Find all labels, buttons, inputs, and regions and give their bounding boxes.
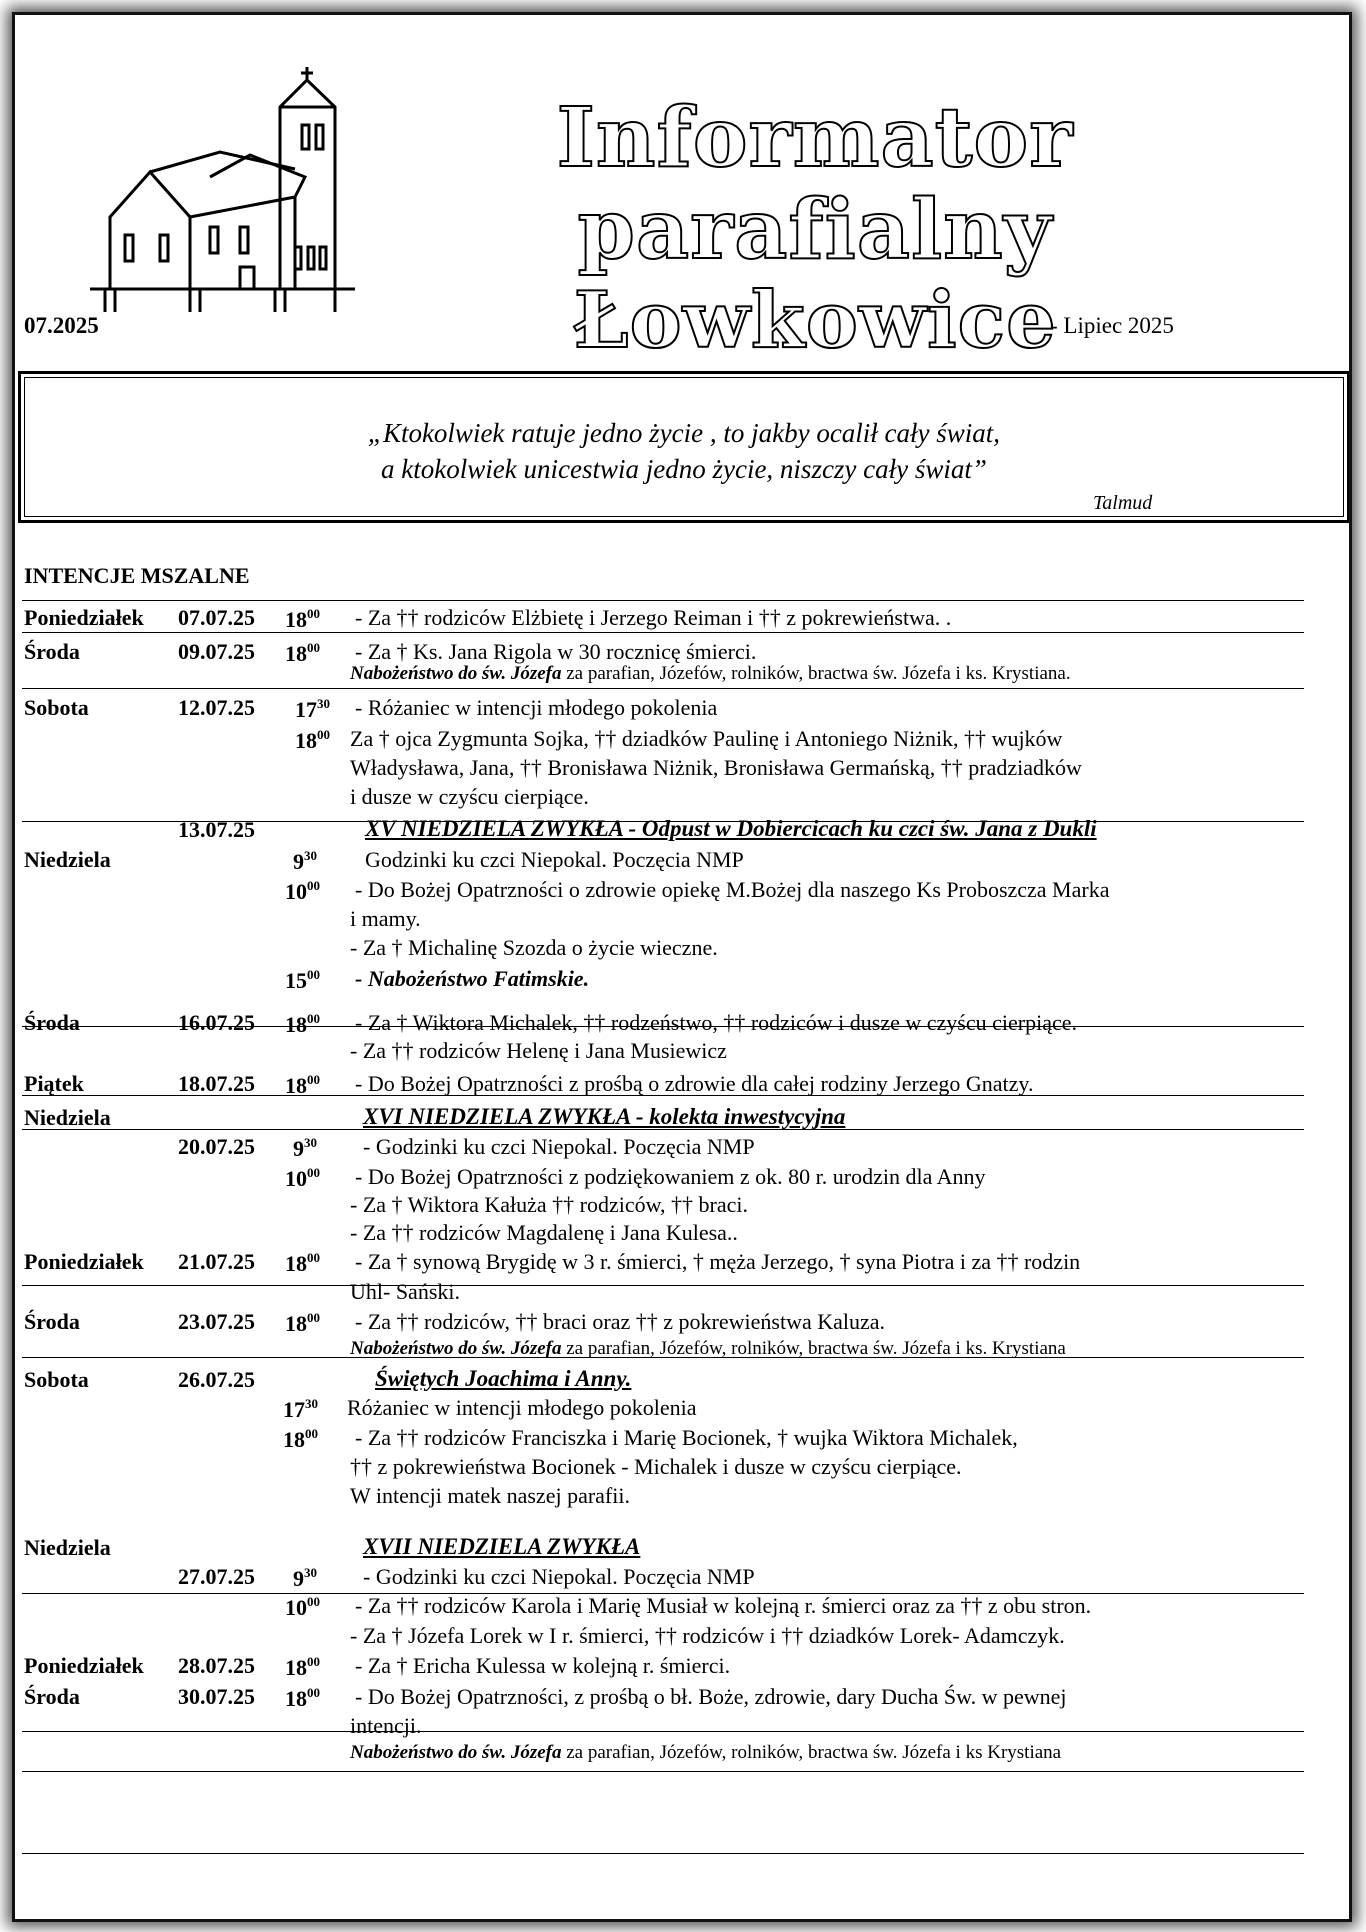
mass-date: 18.07.25 [178,1071,255,1096]
day-label: Środa [24,1684,80,1709]
intention-text: - Za †† rodziców, †† braci oraz †† z pokrewieństwa Kaluza. [355,1309,886,1334]
quote-line-1: „Ktokolwiek ratuje jedno życie , to jakby ocalił cały świat, [367,418,1001,448]
row-divider [22,1771,1304,1772]
day-label: Piątek [24,1071,84,1096]
bulletin-page [12,12,1352,1922]
liturgical-title: XV NIEDZIELA ZWYKŁA - Odpust w Dobiercicach ku czci św. Jana z Dukli [365,816,1097,841]
intention-text: - Różaniec w intencji młodego pokolenia [355,695,718,720]
day-label: Sobota [24,695,89,720]
intention-text: - Za † synową Brygidę w 3 r. śmierci, † męża Jerzego, † syna Piotra i za †† rodzin [355,1249,1081,1274]
intention-text: Za † ojca Zygmunta Sojka, †† dziadków Paulinę i Antoniego Niżnik, †† wujków [350,726,1063,751]
row-divider [22,1593,1304,1594]
intention-text: - Do Bożej Opatrzności z prośbą o zdrowie dla całej rodziny Jerzego Gnatzy. [355,1071,1034,1096]
liturgical-title: Świętych Joachima i Anny. [375,1366,632,1391]
row-divider [22,632,1304,633]
intention-text: i dusze w czyścu cierpiące. [350,784,589,809]
section-title: INTENCJE MSZALNE [24,563,250,588]
mass-time: $18^{00}$ [285,1685,320,1711]
day-label: Poniedziałek [24,605,144,630]
mass-time: $18^{00}$ [283,1426,318,1452]
intention-text: - Za †† rodziców Helenę i Jana Musiewicz [350,1038,727,1063]
masthead-parish: Łowkowice [573,274,1057,366]
intention-text: - Za †† rodziców Magdalenę i Jana Kulesa.. [350,1220,738,1245]
intention-text: intencji. [350,1713,422,1738]
novena-note: Nabożeństwo do św. Józefa za parafian, Józefów, rolników, bractwa św. Józefa i ks Krystiana [350,1742,1062,1763]
day-label: Poniedziałek [24,1249,144,1274]
mass-date: 28.07.25 [178,1653,255,1678]
row-divider [22,1026,1304,1027]
mass-time: $18^{00}$ [295,727,330,753]
row-divider [22,1285,1304,1286]
mass-time: $10^{00}$ [285,878,320,904]
mass-time: $18^{00}$ [285,1654,320,1680]
mass-date: 21.07.25 [178,1249,255,1274]
intention-text: Uhl- Sański. [350,1279,460,1304]
intention-text: - Za † Ericha Kulessa w kolejną r. śmierci. [355,1653,731,1678]
intention-text: - Za †† rodziców Elżbietę i Jerzego Reiman i †† z pokrewieństwa. . [355,605,952,630]
intention-text: - Za † Wiktora Kałuża †† rodziców, †† braci. [350,1192,749,1217]
mass-time: $18^{00}$ [285,606,320,632]
intention-text: - Nabożeństwo Fatimskie. [355,966,590,991]
day-label: Poniedziałek [24,1653,144,1678]
intention-text: W intencji matek naszej parafii. [350,1483,630,1508]
intention-text: Władysława, Jana, †† Bronisława Niżnik, Bronisława Germańską, †† pradziadków [350,755,1082,780]
mass-time: $9^{30}$ [293,1135,317,1161]
mass-time: $18^{00}$ [285,1310,320,1336]
novena-note: Nabożeństwo do św. Józefa za parafian, Józefów, rolników, bractwa św. Józefa i ks. Krystiana [350,1338,1066,1359]
mass-time: $10^{00}$ [285,1594,320,1620]
mass-date: 20.07.25 [178,1134,255,1159]
mass-time: $18^{00}$ [285,1011,320,1037]
mass-date: 07.07.25 [178,605,255,630]
row-divider [22,688,1304,689]
mass-time: $18^{00}$ [285,1250,320,1276]
intention-text: - Za † Ks. Jana Rigola w 30 rocznicę śmierci. [355,639,757,664]
mass-time: $18^{00}$ [285,1072,320,1098]
issue-month: - Lipiec 2025 [1050,313,1174,338]
row-divider [22,600,1304,601]
novena-note: Nabożeństwo do św. Józefa za parafian, Józefów, rolników, bractwa św. Józefa i ks. Krystiana. [350,663,1071,684]
quote-line-2: a ktokolwiek unicestwia jedno życie, niszczy cały świat” [381,454,987,484]
mass-time: $17^{30}$ [295,696,330,722]
intention-text: - Za † Wiktora Michalek, †† rodzeństwo, †† rodziców i dusze w czyścu cierpiące. [355,1010,1078,1035]
row-divider [22,821,1304,822]
intention-text: - Za †† rodziców Karola i Marię Musiał w kolejną r. śmierci oraz za †† z obu stron. [355,1593,1092,1618]
day-label: Niedziela [24,1535,111,1560]
intention-text: - Godzinki ku czci Niepokal. Poczęcia NMP [363,1134,755,1159]
quote-box [18,371,1350,523]
day-label: Niedziela [24,847,111,872]
row-divider [22,1357,1304,1358]
intention-text: - Do Bożej Opatrzności, z prośbą o bł. Boże, zdrowie, dary Ducha Św. w pewnej [355,1684,1067,1709]
mass-time: $17^{30}$ [283,1396,318,1422]
mass-date: 27.07.25 [178,1564,255,1589]
intention-text: - Do Bożej Opatrzności z podziękowaniem z ok. 80 r. urodzin dla Anny [355,1164,986,1189]
row-divider [22,1853,1304,1854]
mass-date: 12.07.25 [178,695,255,720]
masthead-title: Informator parafialny [556,90,1074,278]
mass-date: 13.07.25 [178,817,255,842]
day-label: Środa [24,639,80,664]
mass-time: $15^{00}$ [285,967,320,993]
mass-date: 09.07.25 [178,639,255,664]
intention-text: i mamy. [350,906,421,931]
intention-text: - Za † Michalinę Szozda o życie wieczne. [350,935,718,960]
mass-date: 30.07.25 [178,1684,255,1709]
mass-time: $9^{30}$ [293,1565,317,1591]
intention-text: Godzinki ku czci Niepokal. Poczęcia NMP [365,847,744,872]
intention-text: - Do Bożej Opatrzności o zdrowie opiekę M.Bożej dla naszego Ks Proboszcza Marka [355,877,1110,902]
mass-date: 26.07.25 [178,1367,255,1392]
intention-text: Różaniec w intencji młodego pokolenia [347,1395,697,1420]
day-label: Sobota [24,1367,89,1392]
quote-source: Talmud [1093,492,1153,514]
day-label: Środa [24,1010,80,1035]
row-divider [22,1129,1304,1130]
day-label: Środa [24,1309,80,1334]
mass-date: 16.07.25 [178,1010,255,1035]
liturgical-title: XVII NIEDZIELA ZWYKŁA [363,1534,641,1559]
mass-time: $9^{30}$ [293,848,317,874]
intention-text: - Za †† rodziców Franciszka i Marię Bocionek, † wujka Wiktora Michalek, [355,1425,1018,1450]
mass-time: $10^{00}$ [285,1165,320,1191]
row-divider [22,1731,1304,1732]
intention-text: - Za † Józefa Lorek w I r. śmierci, †† rodziców i †† dziadków Lorek- Adamczyk. [350,1623,1065,1648]
issue-number: 07.2025 [24,313,99,338]
mass-date: 23.07.25 [178,1309,255,1334]
row-divider [22,1095,1304,1096]
liturgical-title: XVI NIEDZIELA ZWYKŁA - kolekta inwestycyjna [363,1104,846,1129]
mass-time: $18^{00}$ [285,640,320,666]
day-label: Niedziela [24,1105,111,1130]
intention-text: - Godzinki ku czci Niepokal. Poczęcia NMP [363,1564,755,1589]
intention-text: †† z pokrewieństwa Bocionek - Michalek i dusze w czyścu cierpiące. [350,1454,962,1479]
